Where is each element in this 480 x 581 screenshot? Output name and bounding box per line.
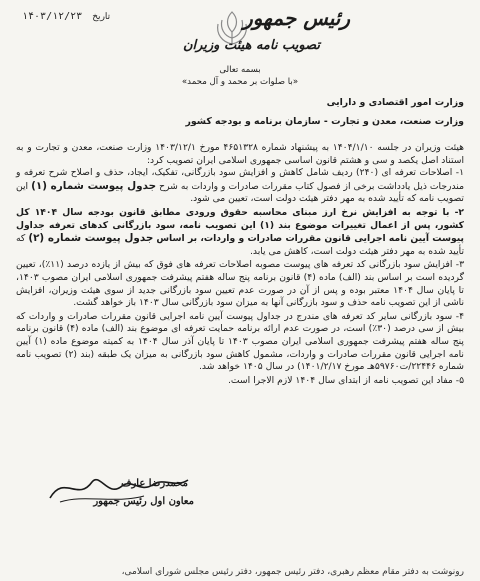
letter-content: [16, 64, 464, 388]
item-2-bold: جدول پیوست شماره (۲): [28, 232, 154, 245]
item-3: ۳- افزایش سود بازرگانی کد تعرفه های پیوست مصوبه اصلاحات تعرفه های فوق که بیش از یازده درصد (۱۱٪)، تعیین گردیده است بر اساس بند (الف) ماده (۴) قانون برنامه پنج ساله هفتم پیشرفت جمهوری اسلامی ایران مصوب ۱۴۰۳، تا پایان سال ۱۴۰۴ معتبر بوده و پس از آن در صورت عدم تعیین سود بازرگانی جدید از سوی هیئت وزیران، افزایش ناشی از این تصویب نامه حذف و سود بازرگانی آنها به میزان سود بازرگانی سال ۱۴۰۳ باز خواهد گشت.: [16, 259, 465, 309]
decree-body: [16, 142, 464, 387]
item-1-bold: جدول پیوست شماره (۱): [31, 179, 157, 192]
letterhead-title: رئیس جمهور: [243, 6, 350, 30]
item-4: ۴- سود بازرگانی سایر کد تعرفه های مندرج در جداول پیوست آیین نامه اجرایی قانون مقررات صادرات و واردات که بیش از سی درصد (۳۰٪) است، در صورت عدم ارائه برنامه حمایت تعرفه ای موضوع بند (الف) ماده (۴) قانون برنامه پنج ساله هفتم پیشرفت جمهوری اسلامی ایران مصوب ۱۴۰۳ تا پایان آذر سال ۱۴۰۴ به کمیته موضوع ماده (۱) آیین نامه اجرایی قانون مقررات صادرات و واردات، مشمول کاهش سود بازرگانی به میزان یک طبقه (بند (۲) تصویب نامه شماره ۲۲۴۴۶/ت۵۹۷۶۰هـ مورخ ۱۴۰۱/۲/۱۷) در سال ۱۴۰۵ خواهد شد.: [16, 310, 464, 373]
salavat: «با صلوات بر محمد و آل محمد»: [181, 77, 299, 87]
signature-block: [44, 474, 194, 544]
item-2-text: ۲- با توجه به افزایش نرخ ارز مبنای محاسبه حقوق ورودی مطابق قانون بودجه سال ۱۴۰۴ کل کشور، پس از اعمال تغییرات موضوع بند (۱) این تصویب نامه، سود بازرگانی کدهای تعرفه جداول پیوست آیین نامه اجرایی قانون مقررات صادرات و واردات، بر اساس: [16, 206, 464, 245]
item-1-text: ۱- اصلاحات تعرفه ای (۲۴۰) ردیف شامل کاهش و افزایش سود بازرگانی، تفکیک، ایجاد، حذف و اصلاح شرح تعرفه و مندرجات ذیل یادداشت برخی از فصول کتاب مقررات صادرات و واردات به شرح: [16, 167, 464, 192]
letterhead: [12, 4, 468, 68]
item-2-end: که تأیید شده به مهر دفتر هیئت دولت است، کاهش می یابد.: [16, 233, 464, 257]
item-2: [16, 207, 464, 258]
signer-name: محمدرضا عارف: [121, 478, 188, 489]
recipient-1: وزارت امور اقتصادی و دارایی: [326, 97, 464, 108]
date-label: تاریخ: [92, 12, 111, 22]
item-1: [16, 167, 464, 206]
item-5: ۵- مفاد این تصویب نامه از ابتدای سال ۱۴۰۴ لازم الاجرا است.: [227, 374, 464, 386]
signer-role: معاون اول رئیس جمهور: [93, 496, 194, 507]
date-field: [22, 11, 110, 22]
footer-distribution: رونوشت به دفتر مقام معظم رهبری، دفتر رئیس جمهور، دفتر رئیس مجلس شورای اسلامی،: [121, 567, 464, 577]
basmala: بسمه تعالی: [219, 65, 261, 75]
intro-paragraph: هیئت وزیران در جلسه ۱۴۰۴/۱/۱۰ به پیشنهاد شماره ۴۶۵۱۳۲۸ مورخ ۱۴۰۳/۱۲/۱ وزارت صنعت، معدن و تجارت و به استناد اصل یکصد و سی و هشتم قانون اساسی جمهوری اسلامی ایران تصویب کرد:: [16, 142, 464, 166]
item-1-end: این تصویب نامه که تأیید شده به مهر دفتر هیئت دولت است، تعیین می شود.: [16, 180, 464, 205]
date-value: ۱۴۰۳/۱۲/۲۳: [22, 11, 83, 22]
letterhead-subtitle: تصویب نامه هیئت وزیران: [182, 38, 320, 53]
recipient-2: وزارت صنعت، معدن و تجارت - سازمان برنامه و بودجه کشور: [185, 116, 464, 127]
